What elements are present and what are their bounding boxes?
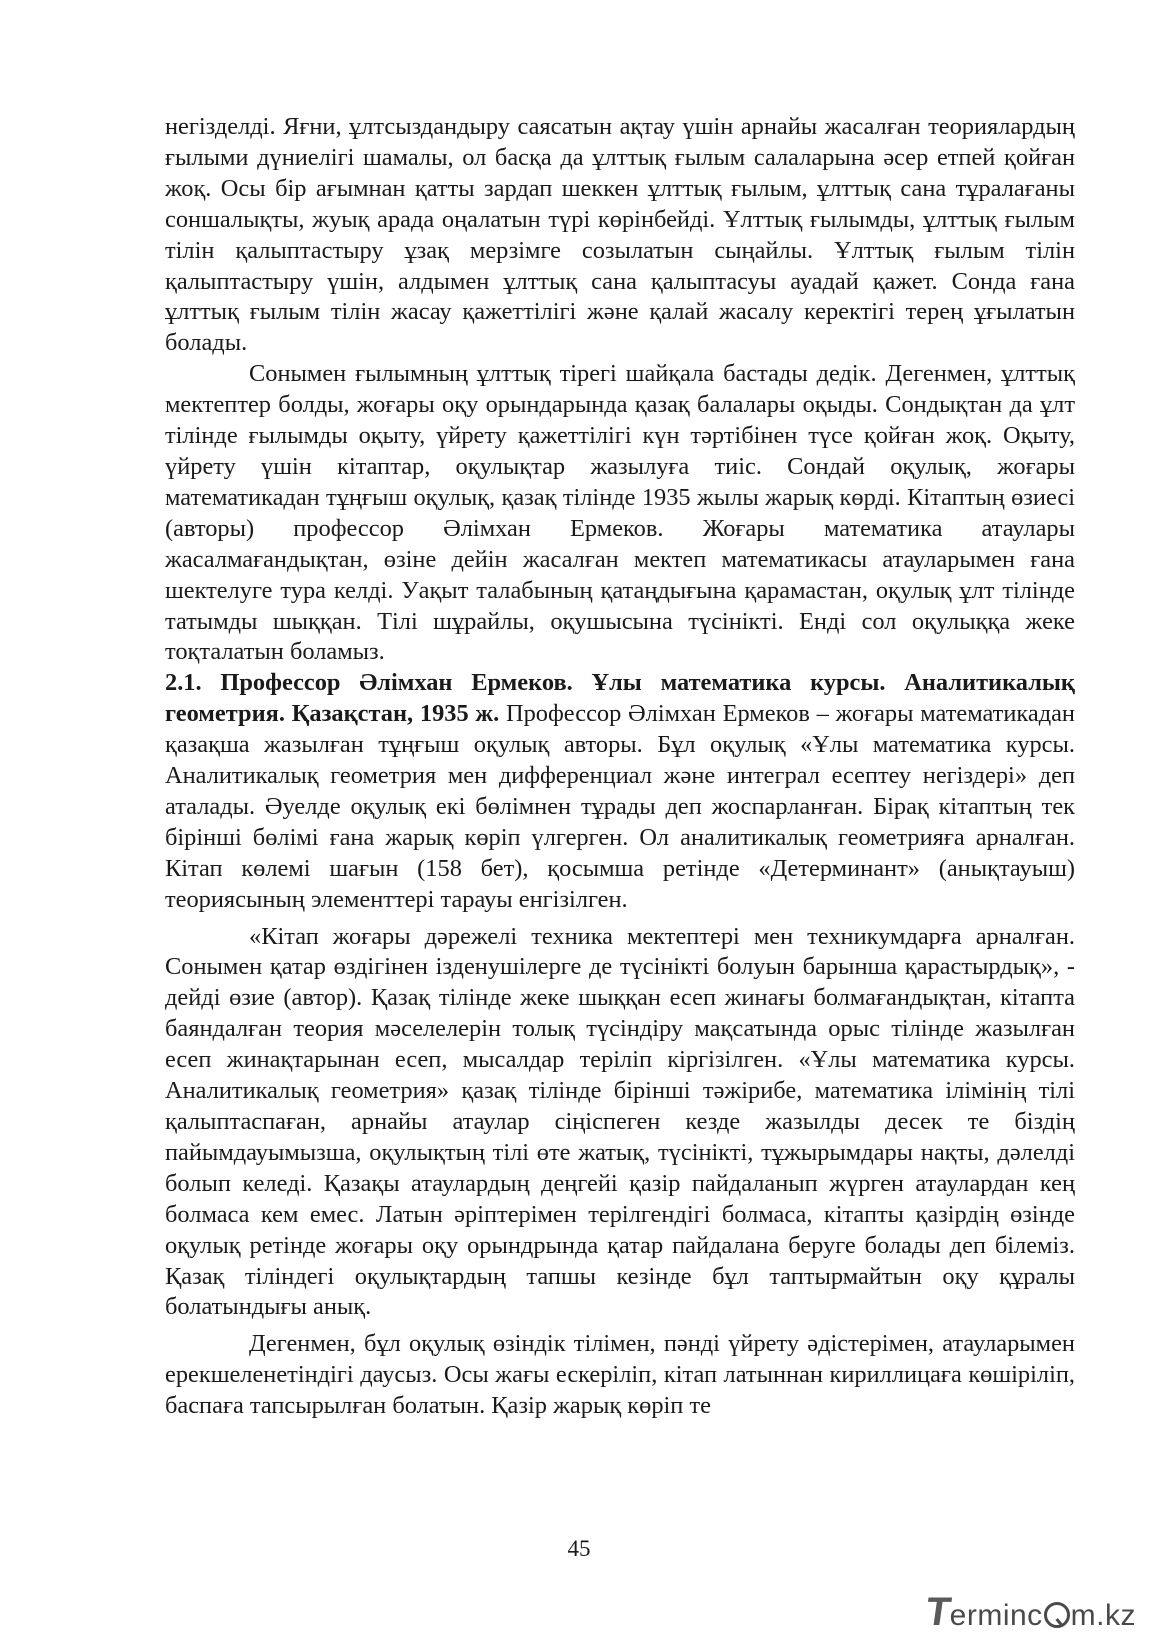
magnifier-icon: [1044, 1602, 1070, 1628]
paragraph: «Кітап жоғары дәрежелі техника мектептері мен техникумдарға арналған. Сонымен қатар өздігінен ізденушілерге де түсінікті болуын барынша қарастырдық», - дейді өзие (автор). Қазақ тілінде жеке шыққан есеп жинағы болмағандықтан, кітапта баяндалған теория мәселелерін толық түсіндіру мақсатында орыс тілінде жазылған есеп жинақтарынан есеп, мысалдар теріліп кіргізілген. «Ұлы математика курсы. Аналитикалық геометрия» қазақ тілінде бірінші тәжірибе, математика ілімінің тілі қалыптаспаған, арнайы атаулар сіңіспеген кезде жазылды десек те біздің пайымдауымызша, оқулықтың тілі өте жатық, түсінікті, тұжырымдары нақты, дәлелді болып келеді. Қазақы атаулардың деңгейі қазір пайдаланып жүрген атаулардан кең болмаса кем емес. Латын әріптерімен терілгендігі болмаса, кітапты қазірдің өзінде оқулық ретінде жоғары оқу орындрында қатар пайдалана беруге болады деп білеміз. Қазақ тіліндегі оқулықтардың тапшы кезінде бұл таптырмайтын оқу құралы болатындығы анық.: [165, 922, 1075, 1321]
watermark-logo: [922, 1590, 1136, 1635]
watermark-text-part2: m.kz: [1070, 1599, 1136, 1632]
page-number: 45: [567, 1536, 591, 1561]
paragraph: Дегенмен, бұл оқулық өзіндік тілімен, пәнді үйрету әдістерімен, атауларымен ерекшеленетіндігі даусыз. Осы жағы ескеріліп, кітап латыннан кириллицаға көшіріліп, баспаға тапсырылған болатын. Қазір жарық көріп те: [165, 1330, 1075, 1420]
page-body: [165, 112, 1075, 1422]
paragraph: Сонымен ғылымның ұлттық тірегі шайқала бастады дедік. Дегенмен, ұлттық мектептер болды, жоғары оқу орындарында қазақ балалары оқыды. Сондықтан да ұлт тілінде ғылымды оқыту, үйрету қажеттілігі күн тәртібінен түсе қойған жоқ. Оқыту, үйрету үшін кітаптар, оқулықтар жазылуға тиіс. Сондай оқулық, жоғары математикадан тұңғыш оқулық, қазақ тілінде 1935 жылы жарық көрді. Кітаптың өзиесі (авторы) профессор Әлімхан Ермеков. Жоғары математика атаулары жасалмағандықтан, өзіне дейін жасалған мектеп математикасы атауларымен ғана шектелуге тура келді. Уақыт талабының қатаңдығына қарамастан, оқулық ұлт тілінде татымды шыққан. Тілі шұрайлы, оқушысына түсінікті. Енді сол оқулыққа жеке тоқталатын боламыз.: [165, 360, 1075, 666]
paragraph: негізделді. Яғни, ұлтсыздандыру саясатын ақтау үшін арнайы жасалған теориялардың ғылыми дүниелігі шамалы, ол басқа да ұлттық ғылым салаларына әсер етпей қойған жоқ. Осы бір ағымнан қатты зардап шеккен ұлттық ғылым, ұлттық сана тұралағаны соншалықты, жуық арада оңалатын түрі көрінбейді. Ұлттық ғылымды, ұлттық ғылым тілін қалыптастыру ұзақ мерзімге созылатын сыңайлы. Ұлттық ғылым тілін қалыптастыру үшін, алдымен ұлттық сана қалыптасуы ауадай қажет. Сонда ғана ұлттық ғылым тілін жасау қажеттілігі және қалай жасалу керектігі терең ұғылатын болады.: [165, 113, 1075, 357]
watermark-text-part1: erminc: [949, 1599, 1043, 1632]
watermark-initial: T: [922, 1590, 954, 1634]
paragraph-text: Профессор Әлімхан Ермеков – жоғары математикадан қазақша жазылған тұңғыш оқулық авторы. Бұл оқулық «Ұлы математика курсы. Аналитикалық геометрия мен дифференциал және интеграл есептеу негіздері» деп аталады. Әуелде оқулық екі бөлімнен тұрады деп жоспарланған. Бірақ кітаптың тек бірінші бөлімі ғана жарық көріп үлгерген. Ол аналитикалық геометрияға арналған. Кітап көлемі шағын (158 бет), қосымша ретінде «Детерминант» (анықтауыш) теориясының элементтері тарауы енгізілген.: [165, 700, 1075, 913]
section-paragraph: [165, 668, 1075, 915]
section-heading: 2.1. Профессор Әлімхан Ермеков. Ұлы математика курсы. Аналитикалық геометрия. Қазақстан, 1935 ж.: [165, 669, 1075, 728]
